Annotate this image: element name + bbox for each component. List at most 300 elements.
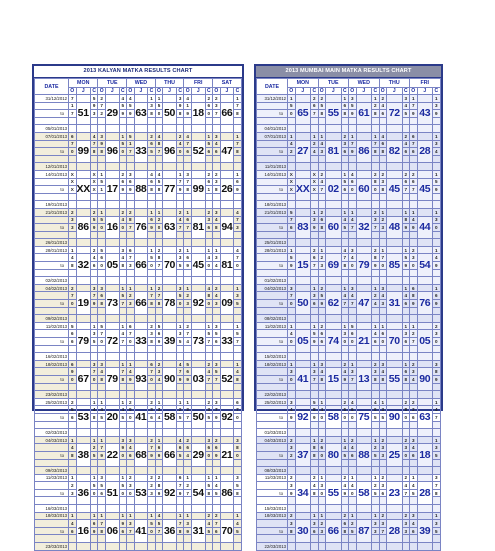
date-to-label: to [35,527,69,535]
close-panna-digit: 3 [176,95,184,103]
open-panna-digit: 5 [155,178,163,186]
open-panna-digit: 1 [184,284,192,292]
open-panna-digit: 8 [318,110,326,118]
close-panna-digit: 1 [311,132,319,140]
panna-gap [69,269,77,277]
open-panna-digit: 2 [127,292,135,300]
open-panna-digit: 3 [213,360,221,368]
jodi-number: 65 [295,102,311,125]
jodi-gap [134,429,148,437]
open-panna-digit: 6 [213,148,221,156]
jodi-gap [220,208,234,216]
close-panna-digit: 6 [234,398,242,406]
panna-gap [205,117,213,125]
panna-gap [69,231,77,239]
panna-gap [98,163,106,171]
panna-gap [119,391,127,399]
open-panna-digit: 8 [98,148,106,156]
table-row [257,459,441,467]
jodi-number: 68 [134,444,148,467]
date-to-label: to [257,413,288,421]
week-end-date: 26/01/2013 [35,239,69,247]
jodi-number: 52 [220,368,234,391]
week-start-date: 18/03/2013 [35,512,69,520]
close-panna-digit: 1 [234,322,242,330]
panna-gap [372,201,380,209]
jodi-gap [387,429,403,437]
open-panna-digit: 6 [379,330,387,338]
panna-gap [402,467,410,475]
table-row [35,201,242,209]
open-panna-digit: 4 [98,406,106,414]
panna-gap [90,201,98,209]
panna-gap [90,307,98,315]
open-panna-digit: X [288,186,296,194]
close-panna-digit: 3 [341,330,349,338]
week-start-date: 14/01/2013 [257,170,288,178]
jodi-gap [76,429,90,437]
open-panna-digit: 6 [410,413,418,421]
close-panna-digit: 5 [119,413,127,421]
jodi-number: 73 [105,292,119,315]
jodi-number: 05 [295,330,311,353]
open-panna-digit: 9 [184,110,192,118]
open-panna-digit: 2 [98,95,106,103]
close-panna-digit: 1 [341,208,349,216]
close-panna-digit: 1 [205,322,213,330]
close-panna-digit: 9 [433,375,441,383]
open-panna-digit: 7 [349,375,357,383]
open-panna-digit: 4 [379,102,387,110]
day-header: WED [127,79,156,88]
close-panna-digit: 4 [341,444,349,452]
jodi-gap [163,201,177,209]
jodi-gap [163,125,177,133]
panna-gap [213,459,221,467]
close-panna-digit: 7 [119,300,127,308]
jodi-gap [105,398,119,406]
jodi-gap [295,391,311,399]
close-panna-digit: 3 [402,527,410,535]
table-row [35,163,242,171]
close-panna-digit: 3 [205,436,213,444]
panna-gap [69,315,77,323]
panna-gap [176,201,184,209]
open-panna-digit: 3 [318,360,326,368]
panna-gap [213,543,221,551]
date-spacer [257,307,288,315]
close-panna-digit: 7 [90,368,98,376]
jodi-gap [76,505,90,513]
open-panna-digit: 2 [127,398,135,406]
panna-gap [98,353,106,361]
close-panna-digit: 7 [205,338,213,346]
jodi-gap [105,353,119,361]
close-panna-digit: 4 [176,436,184,444]
jodi-gap [356,505,372,513]
close-panna-digit: 8 [372,148,380,156]
panna-gap [127,467,135,475]
open-panna-digit: 5 [213,330,221,338]
jodi-number: 37 [295,444,311,467]
close-panna-digit: 5 [311,398,319,406]
panna-gap [379,269,387,277]
panna-gap [311,163,319,171]
close-panna-digit: 7 [90,140,98,148]
jodi-gap [220,505,234,513]
jodi-gap [105,208,119,216]
close-panna-digit: 3 [311,368,319,376]
panna-gap [379,391,387,399]
open-panna-digit: 7 [410,186,418,194]
close-panna-digit: 8 [402,406,410,414]
open-panna-digit: 4 [213,140,221,148]
jodi-number: 29 [191,444,205,467]
open-panna-digit: 4 [410,444,418,452]
jodi-number: 05 [105,254,119,277]
panna-gap [90,505,98,513]
close-panna-digit: 7 [148,368,156,376]
panna-gap [127,193,135,201]
jodi-gap [76,246,90,254]
panna-gap [119,353,127,361]
panna-gap [433,421,441,429]
jodi-gap [295,132,311,140]
jodi-number: 94 [220,216,234,239]
open-panna-digit: 3 [379,178,387,186]
close-panna-digit: 8 [234,444,242,452]
open-panna-digit: 7 [184,413,192,421]
panna-gap [234,535,242,543]
date-to-label: to [35,451,69,459]
panna-gap [90,353,98,361]
close-panna-digit: 7 [402,186,410,194]
open-panna-digit: 2 [410,360,418,368]
panna-gap [410,421,418,429]
panna-gap [184,429,192,437]
week-start-date: 21/01/2013 [257,208,288,216]
jodi-number: 86 [76,216,90,239]
panna-gap [90,421,98,429]
jodi-gap [163,239,177,247]
panna-gap [318,497,326,505]
jodi-gap [326,277,342,285]
jodi-gap [105,391,119,399]
panna-gap [234,505,242,513]
close-panna-digit: 8 [433,368,441,376]
open-panna-digit: 6 [184,444,192,452]
panna-gap [349,421,357,429]
jodi-gap [220,277,234,285]
open-panna-digit: 9 [184,375,192,383]
jodi-gap [163,95,177,103]
panna-gap [234,315,242,323]
week-end-date: 15/03/2013 [257,505,288,513]
jodi-number: 75 [356,406,372,429]
close-panna-digit: 3 [433,102,441,110]
date-to-label: to [257,451,288,459]
panna-gap [127,231,135,239]
jodi-number: 45 [191,254,205,277]
panna-gap [379,231,387,239]
open-panna-digit: 4 [184,451,192,459]
panna-gap [318,315,326,323]
open-panna-digit: 3 [288,444,296,452]
panna-gap [155,459,163,467]
table-row [257,360,441,368]
panna-gap [98,239,106,247]
open-panna-digit: 4 [288,330,296,338]
jodi-number: 55 [326,482,342,505]
panna-gap [90,239,98,247]
close-panna-digit: 3 [372,216,380,224]
table-row [257,527,441,535]
jodi-gap [326,398,342,406]
close-panna-digit: 8 [311,406,319,414]
date-spacer [257,421,288,429]
jodi-gap [134,246,148,254]
open-panna-digit: 9 [288,413,296,421]
panna-gap [205,383,213,391]
open-panna-digit: 3 [379,482,387,490]
open-panna-digit: 1 [410,208,418,216]
jodi-number: 21 [356,330,372,353]
close-panna-digit: 2 [148,322,156,330]
open-panna-digit: 6 [213,527,221,535]
table-row [257,284,441,292]
open-panna-digit: 5 [410,489,418,497]
jodi-gap [356,201,372,209]
close-panna-digit: 6 [341,148,349,156]
panna-gap [127,497,135,505]
close-panna-digit: 8 [176,110,184,118]
open-panna-digit: 3 [410,406,418,414]
jodi-number: 60 [326,216,342,239]
jodi-gap [163,543,177,551]
open-panna-digit: 6 [410,284,418,292]
close-panna-digit: 4 [176,216,184,224]
open-panna-digit: 3 [410,436,418,444]
jodi-gap [220,170,234,178]
close-panna-digit: 0 [205,262,213,270]
jodi-gap [163,512,177,520]
date-to-label: to [35,338,69,346]
open-panna-digit: 3 [213,178,221,186]
open-panna-digit: 5 [98,178,106,186]
date-spacer [35,459,69,467]
jodi-gap [134,315,148,323]
open-panna-digit: 8 [410,292,418,300]
open-panna-digit: 6 [410,451,418,459]
panna-gap [402,345,410,353]
close-panna-digit: 6 [341,102,349,110]
subheader-cell: J [220,88,234,95]
close-panna-digit: 4 [402,140,410,148]
panna-gap [184,345,192,353]
open-panna-digit: 2 [410,170,418,178]
table-row [35,102,242,110]
jodi-number: 78 [163,292,177,315]
close-panna-digit: 2 [176,132,184,140]
jodi-gap [105,436,119,444]
day-header: MON [288,79,319,88]
close-panna-digit: 0 [433,224,441,232]
date-spacer [35,497,69,505]
date-spacer [35,307,69,315]
open-panna-digit: 3 [288,284,296,292]
close-panna-digit: 1 [372,474,380,482]
panna-gap [318,193,326,201]
close-panna-digit: 3 [402,444,410,452]
close-panna-digit: 4 [176,360,184,368]
jodi-gap [105,474,119,482]
panna-gap [90,467,98,475]
panna-gap [205,155,213,163]
panna-gap [98,505,106,513]
open-panna-digit: 6 [127,322,135,330]
jodi-gap [220,315,234,323]
open-panna-digit: 1 [184,208,192,216]
panna-gap [234,429,242,437]
week-end-date: 15/02/2013 [257,353,288,361]
close-panna-digit: 4 [311,482,319,490]
jodi-number: 87 [356,520,372,543]
jodi-number: 34 [295,482,311,505]
close-panna-digit: 1 [176,322,184,330]
jodi-gap [387,239,403,247]
panna-gap [69,467,77,475]
panna-gap [98,307,106,315]
jodi-number: 28 [417,140,433,163]
open-panna-digit: 2 [184,436,192,444]
jodi-gap [105,467,119,475]
panna-gap [341,497,349,505]
open-panna-digit: 4 [349,482,357,490]
close-panna-digit: 9 [119,186,127,194]
subheader-cell: C [121,88,125,94]
panna-gap [288,201,296,209]
subheader-cell: J [387,88,403,95]
close-panna-digit: 1 [372,284,380,292]
close-panna-digit: 9 [119,110,127,118]
week-end-date: 01/02/2013 [257,277,288,285]
close-panna-digit: 4 [234,246,242,254]
close-panna-digit: 3 [205,216,213,224]
panna-gap [349,467,357,475]
open-panna-digit: 1 [318,512,326,520]
open-panna-digit: 7 [410,338,418,346]
panna-gap [349,193,357,201]
jodi-number: 72 [105,330,119,353]
jodi-number: 82 [387,140,403,163]
week-end-date: 12/01/2013 [35,163,69,171]
jodi-number: 66 [163,444,177,467]
close-panna-digit: 3 [311,216,319,224]
close-panna-digit: 7 [176,224,184,232]
jodi-number: 93 [134,368,148,391]
jodi-gap [163,315,177,323]
panna-gap [311,505,319,513]
open-panna-digit: 4 [318,178,326,186]
week-start-date: 04/03/2013 [257,436,288,444]
close-panna-digit: 5 [205,330,213,338]
jodi-number: 80 [326,444,342,467]
open-panna-digit: 2 [127,474,135,482]
jodi-number: 30 [295,520,311,543]
table-row [257,383,441,391]
open-panna-digit: 2 [410,330,418,338]
panna-gap [372,391,380,399]
date-spacer [35,482,69,490]
open-panna-digit: 1 [349,360,357,368]
close-panna-digit: 6 [205,148,213,156]
table-row [257,406,441,414]
open-panna-digit: 3 [213,254,221,262]
close-panna-digit: 9 [119,444,127,452]
panna-gap [379,155,387,163]
close-panna-digit: 7 [311,110,319,118]
jodi-gap [220,360,234,368]
jodi-number: 66 [134,254,148,277]
close-panna-digit: 1 [433,170,441,178]
jodi-gap [326,284,342,292]
close-panna-digit: 2 [372,482,380,490]
close-panna-digit: 6 [311,527,319,535]
panna-gap [410,163,418,171]
panna-gap [155,429,163,437]
close-panna-digit: 2 [372,444,380,452]
jodi-gap [326,353,342,361]
panna-gap [148,155,156,163]
panna-gap [205,193,213,201]
panna-gap [311,353,319,361]
panna-gap [372,535,380,543]
panna-gap [349,315,357,323]
close-panna-digit: 1 [402,322,410,330]
close-panna-digit: 3 [372,527,380,535]
close-panna-digit: 2 [372,102,380,110]
close-panna-digit: 8 [119,375,127,383]
panna-gap [176,155,184,163]
panna-gap [184,155,192,163]
open-panna-digit: 7 [184,178,192,186]
panna-gap [372,459,380,467]
close-panna-digit: 2 [176,246,184,254]
close-panna-digit: 7 [311,262,319,270]
open-panna-digit: 2 [318,254,326,262]
open-panna-digit: 5 [155,520,163,528]
close-panna-digit: 5 [90,216,98,224]
jodi-number: 86 [356,140,372,163]
jodi-number: 81 [191,216,205,239]
panna-gap [184,543,192,551]
date-spacer [35,102,69,110]
close-panna-digit: 7 [341,254,349,262]
date-spacer [35,520,69,528]
panna-gap [402,125,410,133]
close-panna-digit: 0 [205,300,213,308]
date-to-label: to [35,224,69,232]
panna-gap [341,269,349,277]
jodi-gap [220,322,234,330]
open-panna-digit: 1 [288,132,296,140]
week-start-date: 18/02/2013 [257,360,288,368]
panna-gap [98,391,106,399]
panna-gap [410,429,418,437]
jodi-gap [326,436,342,444]
date-spacer [257,520,288,528]
date-spacer [35,254,69,262]
